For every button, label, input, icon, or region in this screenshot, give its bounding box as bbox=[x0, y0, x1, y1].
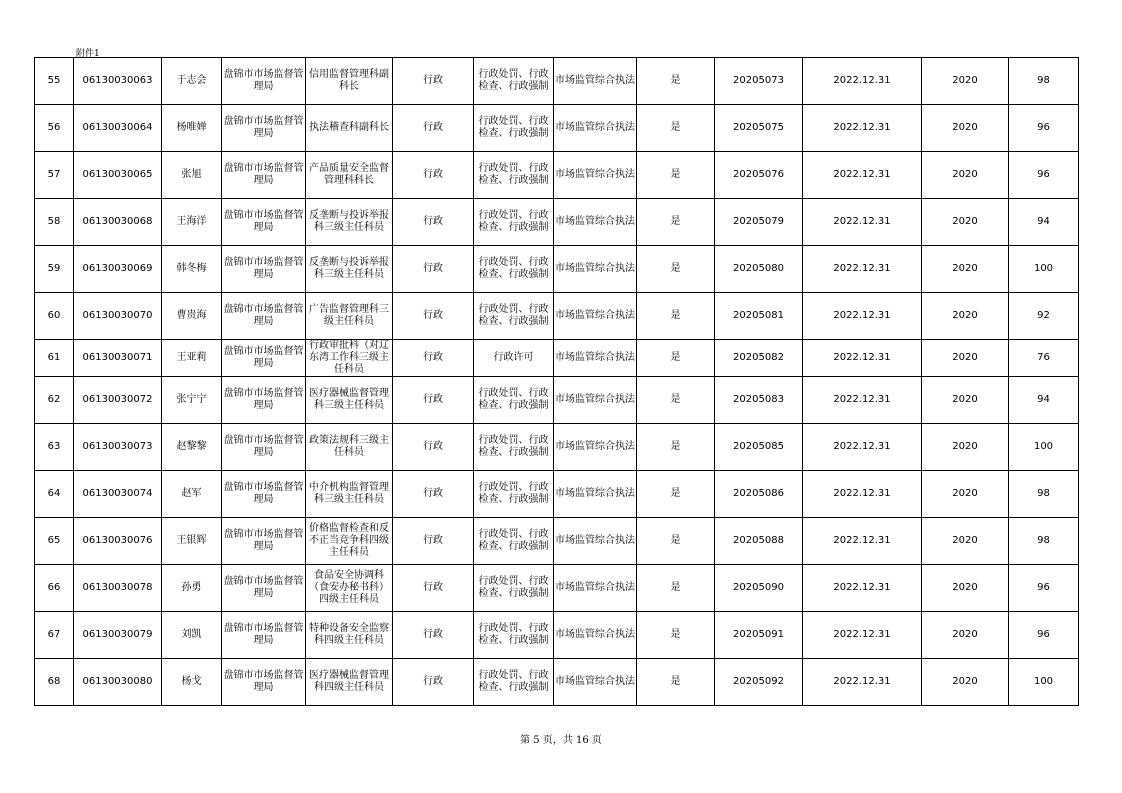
cell-field: 市场监管综合执法 bbox=[554, 377, 637, 424]
cell-score: 94 bbox=[1009, 199, 1079, 246]
cell-score: 92 bbox=[1009, 293, 1079, 340]
cell-year: 2020 bbox=[922, 246, 1009, 293]
cell-year: 2020 bbox=[922, 471, 1009, 518]
cell-field: 市场监管综合执法 bbox=[554, 199, 637, 246]
cell-nature: 行政 bbox=[393, 58, 474, 105]
cell-position: 特种设备安全监察科四级主任科员 bbox=[306, 612, 393, 659]
cell-qualified: 是 bbox=[637, 340, 715, 377]
cell-score: 96 bbox=[1009, 565, 1079, 612]
cell-seq: 68 bbox=[35, 659, 74, 706]
cell-nature: 行政 bbox=[393, 612, 474, 659]
table-row bbox=[35, 152, 1079, 199]
cell-field: 市场监管综合执法 bbox=[554, 565, 637, 612]
cell-score: 100 bbox=[1009, 659, 1079, 706]
cell-score: 76 bbox=[1009, 340, 1079, 377]
cell-cert: 06130030070 bbox=[74, 293, 162, 340]
cell-qualified: 是 bbox=[637, 58, 715, 105]
cell-org: 盘锦市市场监督管理局 bbox=[222, 518, 306, 565]
table-row bbox=[35, 340, 1079, 377]
cell-seq: 60 bbox=[35, 293, 74, 340]
cell-org: 盘锦市市场监督管理局 bbox=[222, 152, 306, 199]
cell-code: 20205092 bbox=[715, 659, 803, 706]
cell-basis: 行政处罚、行政检查、行政强制 bbox=[474, 377, 554, 424]
cell-position: 产品质量安全监督管理科科长 bbox=[306, 152, 393, 199]
cell-cert: 06130030071 bbox=[74, 340, 162, 377]
cell-expiry: 2022.12.31 bbox=[803, 424, 922, 471]
table-row bbox=[35, 246, 1079, 293]
cell-position: 执法稽查科副科长 bbox=[306, 105, 393, 152]
cell-basis: 行政许可 bbox=[474, 340, 554, 377]
cell-qualified: 是 bbox=[637, 518, 715, 565]
cell-score: 98 bbox=[1009, 471, 1079, 518]
cell-expiry: 2022.12.31 bbox=[803, 152, 922, 199]
cell-org: 盘锦市市场监督管理局 bbox=[222, 293, 306, 340]
cell-year: 2020 bbox=[922, 377, 1009, 424]
cell-cert: 06130030069 bbox=[74, 246, 162, 293]
cell-field: 市场监管综合执法 bbox=[554, 340, 637, 377]
cell-position: 医疗器械监督管理科三级主任科员 bbox=[306, 377, 393, 424]
cell-field: 市场监管综合执法 bbox=[554, 293, 637, 340]
cell-qualified: 是 bbox=[637, 377, 715, 424]
cell-year: 2020 bbox=[922, 565, 1009, 612]
cell-nature: 行政 bbox=[393, 340, 474, 377]
page-number: 第 5 页，共 16 页 bbox=[520, 735, 602, 746]
cell-expiry: 2022.12.31 bbox=[803, 105, 922, 152]
cell-org: 盘锦市市场监督管理局 bbox=[222, 105, 306, 152]
cell-code: 20205081 bbox=[715, 293, 803, 340]
cell-nature: 行政 bbox=[393, 659, 474, 706]
cell-position: 反垄断与投诉举报科三级主任科员 bbox=[306, 199, 393, 246]
cell-score: 100 bbox=[1009, 424, 1079, 471]
cell-code: 20205075 bbox=[715, 105, 803, 152]
cell-position: 中介机构监督管理科三级主任科员 bbox=[306, 471, 393, 518]
cell-qualified: 是 bbox=[637, 424, 715, 471]
cell-score: 94 bbox=[1009, 377, 1079, 424]
cell-basis: 行政处罚、行政检查、行政强制 bbox=[474, 293, 554, 340]
cell-expiry: 2022.12.31 bbox=[803, 565, 922, 612]
cell-basis: 行政处罚、行政检查、行政强制 bbox=[474, 246, 554, 293]
cell-cert: 06130030073 bbox=[74, 424, 162, 471]
cell-position: 行政审批科（对辽东湾工作科三级主任科员 bbox=[306, 340, 393, 377]
attachment-label: 附件1 bbox=[76, 49, 100, 59]
cell-position: 反垄断与投诉举报科三级主任科员 bbox=[306, 246, 393, 293]
cell-nature: 行政 bbox=[393, 377, 474, 424]
cell-org: 盘锦市市场监督管理局 bbox=[222, 565, 306, 612]
cell-nature: 行政 bbox=[393, 565, 474, 612]
cell-code: 20205091 bbox=[715, 612, 803, 659]
cell-basis: 行政处罚、行政检查、行政强制 bbox=[474, 659, 554, 706]
cell-name: 赵黎黎 bbox=[162, 424, 222, 471]
cell-cert: 06130030063 bbox=[74, 58, 162, 105]
cell-code: 20205086 bbox=[715, 471, 803, 518]
table-row bbox=[35, 58, 1079, 105]
cell-cert: 06130030072 bbox=[74, 377, 162, 424]
cell-field: 市场监管综合执法 bbox=[554, 471, 637, 518]
cell-org: 盘锦市市场监督管理局 bbox=[222, 424, 306, 471]
cell-basis: 行政处罚、行政检查、行政强制 bbox=[474, 152, 554, 199]
cell-field: 市场监管综合执法 bbox=[554, 105, 637, 152]
cell-nature: 行政 bbox=[393, 293, 474, 340]
table-row bbox=[35, 659, 1079, 706]
cell-cert: 06130030068 bbox=[74, 199, 162, 246]
cell-expiry: 2022.12.31 bbox=[803, 471, 922, 518]
table-row bbox=[35, 471, 1079, 518]
cell-org: 盘锦市市场监督管理局 bbox=[222, 199, 306, 246]
cell-seq: 67 bbox=[35, 612, 74, 659]
table-row bbox=[35, 293, 1079, 340]
cell-year: 2020 bbox=[922, 612, 1009, 659]
cell-org: 盘锦市市场监督管理局 bbox=[222, 612, 306, 659]
cell-year: 2020 bbox=[922, 105, 1009, 152]
cell-seq: 66 bbox=[35, 565, 74, 612]
cell-basis: 行政处罚、行政检查、行政强制 bbox=[474, 612, 554, 659]
cell-cert: 06130030078 bbox=[74, 565, 162, 612]
cell-cert: 06130030074 bbox=[74, 471, 162, 518]
cell-qualified: 是 bbox=[637, 152, 715, 199]
cell-seq: 56 bbox=[35, 105, 74, 152]
cell-seq: 62 bbox=[35, 377, 74, 424]
cell-qualified: 是 bbox=[637, 659, 715, 706]
cell-year: 2020 bbox=[922, 659, 1009, 706]
cell-code: 20205080 bbox=[715, 246, 803, 293]
cell-cert: 06130030080 bbox=[74, 659, 162, 706]
cell-cert: 06130030064 bbox=[74, 105, 162, 152]
cell-name: 王亚莉 bbox=[162, 340, 222, 377]
cell-qualified: 是 bbox=[637, 565, 715, 612]
cell-basis: 行政处罚、行政检查、行政强制 bbox=[474, 565, 554, 612]
table-row bbox=[35, 377, 1079, 424]
cell-year: 2020 bbox=[922, 518, 1009, 565]
cell-score: 100 bbox=[1009, 246, 1079, 293]
cell-score: 96 bbox=[1009, 612, 1079, 659]
table-row bbox=[35, 199, 1079, 246]
cell-field: 市场监管综合执法 bbox=[554, 424, 637, 471]
cell-year: 2020 bbox=[922, 340, 1009, 377]
cell-position: 医疗器械监督管理科四级主任科员 bbox=[306, 659, 393, 706]
cell-year: 2020 bbox=[922, 424, 1009, 471]
cell-seq: 58 bbox=[35, 199, 74, 246]
cell-basis: 行政处罚、行政检查、行政强制 bbox=[474, 518, 554, 565]
cell-expiry: 2022.12.31 bbox=[803, 199, 922, 246]
cell-field: 市场监管综合执法 bbox=[554, 659, 637, 706]
cell-org: 盘锦市市场监督管理局 bbox=[222, 471, 306, 518]
cell-name: 王海洋 bbox=[162, 199, 222, 246]
cell-basis: 行政处罚、行政检查、行政强制 bbox=[474, 424, 554, 471]
cell-basis: 行政处罚、行政检查、行政强制 bbox=[474, 199, 554, 246]
cell-seq: 64 bbox=[35, 471, 74, 518]
cell-nature: 行政 bbox=[393, 105, 474, 152]
cell-code: 20205090 bbox=[715, 565, 803, 612]
cell-cert: 06130030079 bbox=[74, 612, 162, 659]
cell-field: 市场监管综合执法 bbox=[554, 612, 637, 659]
cell-nature: 行政 bbox=[393, 152, 474, 199]
cell-score: 96 bbox=[1009, 152, 1079, 199]
cell-expiry: 2022.12.31 bbox=[803, 293, 922, 340]
cell-seq: 57 bbox=[35, 152, 74, 199]
cell-score: 98 bbox=[1009, 518, 1079, 565]
table-row bbox=[35, 612, 1079, 659]
cell-expiry: 2022.12.31 bbox=[803, 246, 922, 293]
cell-qualified: 是 bbox=[637, 105, 715, 152]
cell-expiry: 2022.12.31 bbox=[803, 612, 922, 659]
cell-nature: 行政 bbox=[393, 246, 474, 293]
cell-name: 刘凯 bbox=[162, 612, 222, 659]
cell-code: 20205079 bbox=[715, 199, 803, 246]
cell-name: 赵军 bbox=[162, 471, 222, 518]
cell-basis: 行政处罚、行政检查、行政强制 bbox=[474, 105, 554, 152]
cell-qualified: 是 bbox=[637, 199, 715, 246]
cell-field: 市场监管综合执法 bbox=[554, 246, 637, 293]
cell-org: 盘锦市市场监督管理局 bbox=[222, 58, 306, 105]
table-row bbox=[35, 518, 1079, 565]
cell-name: 杨唯婵 bbox=[162, 105, 222, 152]
cell-position: 广告监督管理科三级主任科员 bbox=[306, 293, 393, 340]
cell-basis: 行政处罚、行政检查、行政强制 bbox=[474, 471, 554, 518]
cell-position: 食品安全协调科（食安办秘书科）四级主任科员 bbox=[306, 565, 393, 612]
cell-name: 王银辉 bbox=[162, 518, 222, 565]
cell-expiry: 2022.12.31 bbox=[803, 659, 922, 706]
cell-expiry: 2022.12.31 bbox=[803, 377, 922, 424]
cell-code: 20205083 bbox=[715, 377, 803, 424]
cell-org: 盘锦市市场监督管理局 bbox=[222, 246, 306, 293]
cell-seq: 59 bbox=[35, 246, 74, 293]
cell-nature: 行政 bbox=[393, 471, 474, 518]
cell-nature: 行政 bbox=[393, 518, 474, 565]
cell-score: 96 bbox=[1009, 105, 1079, 152]
cell-year: 2020 bbox=[922, 152, 1009, 199]
cell-org: 盘锦市市场监督管理局 bbox=[222, 659, 306, 706]
table-row bbox=[35, 105, 1079, 152]
cell-seq: 63 bbox=[35, 424, 74, 471]
cell-year: 2020 bbox=[922, 199, 1009, 246]
cell-score: 98 bbox=[1009, 58, 1079, 105]
cell-expiry: 2022.12.31 bbox=[803, 518, 922, 565]
cell-position: 价格监督检查和反不正当竞争科四级主任科员 bbox=[306, 518, 393, 565]
cell-cert: 06130030076 bbox=[74, 518, 162, 565]
cell-position: 政策法规科三级主任科员 bbox=[306, 424, 393, 471]
cell-code: 20205088 bbox=[715, 518, 803, 565]
cell-name: 杨戈 bbox=[162, 659, 222, 706]
cell-code: 20205076 bbox=[715, 152, 803, 199]
cell-expiry: 2022.12.31 bbox=[803, 58, 922, 105]
cell-seq: 65 bbox=[35, 518, 74, 565]
cell-qualified: 是 bbox=[637, 471, 715, 518]
personnel-table bbox=[34, 57, 1079, 706]
cell-name: 孙勇 bbox=[162, 565, 222, 612]
table-row bbox=[35, 424, 1079, 471]
cell-year: 2020 bbox=[922, 293, 1009, 340]
table-row bbox=[35, 565, 1079, 612]
cell-name: 曹贵海 bbox=[162, 293, 222, 340]
cell-org: 盘锦市市场监督管理局 bbox=[222, 340, 306, 377]
cell-seq: 61 bbox=[35, 340, 74, 377]
cell-expiry: 2022.12.31 bbox=[803, 340, 922, 377]
cell-code: 20205073 bbox=[715, 58, 803, 105]
cell-year: 2020 bbox=[922, 58, 1009, 105]
cell-field: 市场监管综合执法 bbox=[554, 58, 637, 105]
cell-name: 于志会 bbox=[162, 58, 222, 105]
cell-code: 20205082 bbox=[715, 340, 803, 377]
cell-org: 盘锦市市场监督管理局 bbox=[222, 377, 306, 424]
cell-code: 20205085 bbox=[715, 424, 803, 471]
cell-qualified: 是 bbox=[637, 293, 715, 340]
cell-field: 市场监管综合执法 bbox=[554, 518, 637, 565]
cell-qualified: 是 bbox=[637, 246, 715, 293]
cell-name: 张旭 bbox=[162, 152, 222, 199]
cell-seq: 55 bbox=[35, 58, 74, 105]
cell-field: 市场监管综合执法 bbox=[554, 152, 637, 199]
cell-nature: 行政 bbox=[393, 199, 474, 246]
cell-name: 张宁宁 bbox=[162, 377, 222, 424]
cell-position: 信用监督管理科副科长 bbox=[306, 58, 393, 105]
cell-nature: 行政 bbox=[393, 424, 474, 471]
cell-qualified: 是 bbox=[637, 612, 715, 659]
cell-basis: 行政处罚、行政检查、行政强制 bbox=[474, 58, 554, 105]
cell-cert: 06130030065 bbox=[74, 152, 162, 199]
cell-name: 韩冬梅 bbox=[162, 246, 222, 293]
